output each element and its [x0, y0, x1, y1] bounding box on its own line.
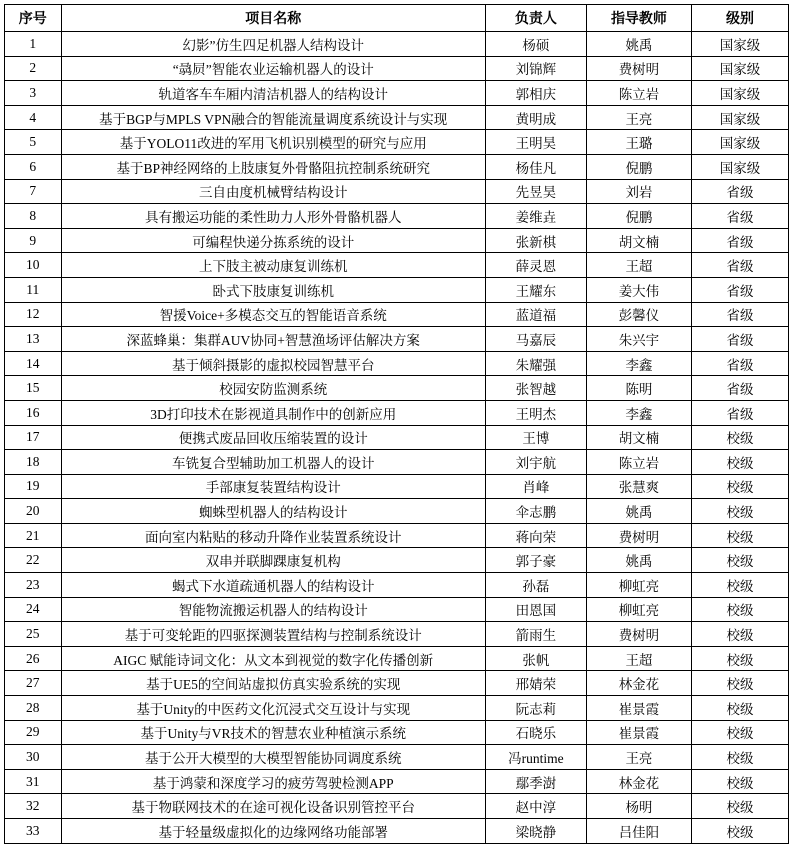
cell-index: 4: [5, 105, 62, 130]
table-row: [5, 302, 789, 327]
cell-level: 国家级: [691, 56, 788, 81]
cell-level: 省级: [691, 302, 788, 327]
table-row: [5, 400, 789, 425]
cell-project-name: 基于BP神经网络的上肢康复外骨骼阻抗控制系统研究: [61, 154, 485, 179]
cell-index: 15: [5, 376, 62, 401]
cell-project-name: 基于BGP与MPLS VPN融合的智能流量调度系统设计与实现: [61, 105, 485, 130]
cell-lead: 黄明成: [485, 105, 586, 130]
table-row: [5, 720, 789, 745]
cell-tutor: 王亮: [586, 105, 691, 130]
cell-project-name: 基于物联网技术的在途可视化设备识别管控平台: [61, 794, 485, 819]
column-header-index: 序号: [5, 5, 62, 32]
table-row: [5, 130, 789, 155]
table-row: [5, 154, 789, 179]
cell-project-name: 面向室内粘贴的移动升降作业装置系统设计: [61, 523, 485, 548]
table-row: [5, 671, 789, 696]
table-row: [5, 376, 789, 401]
cell-lead: 郭子豪: [485, 548, 586, 573]
table-row: [5, 597, 789, 622]
cell-tutor: 陈立岩: [586, 81, 691, 106]
cell-lead: 蒋向荣: [485, 523, 586, 548]
cell-tutor: 刘岩: [586, 179, 691, 204]
cell-index: 9: [5, 228, 62, 253]
table-row: [5, 794, 789, 819]
cell-level: 省级: [691, 351, 788, 376]
cell-tutor: 朱兴宇: [586, 327, 691, 352]
table-row: [5, 499, 789, 524]
table-row: [5, 745, 789, 770]
cell-index: 6: [5, 154, 62, 179]
cell-lead: 先昱昊: [485, 179, 586, 204]
cell-index: 31: [5, 769, 62, 794]
cell-level: 校级: [691, 474, 788, 499]
table-row: [5, 56, 789, 81]
table-body: [5, 32, 789, 844]
cell-index: 2: [5, 56, 62, 81]
cell-lead: 石晓乐: [485, 720, 586, 745]
table-row: [5, 548, 789, 573]
cell-index: 20: [5, 499, 62, 524]
table-row: [5, 696, 789, 721]
cell-tutor: 王超: [586, 646, 691, 671]
cell-index: 21: [5, 523, 62, 548]
table-row: [5, 277, 789, 302]
table-row: [5, 327, 789, 352]
cell-project-name: 基于轻量级虚拟化的边缘网络功能部署: [61, 819, 485, 844]
cell-index: 32: [5, 794, 62, 819]
table-row: [5, 450, 789, 475]
cell-level: 校级: [691, 671, 788, 696]
cell-lead: 张帆: [485, 646, 586, 671]
cell-tutor: 王亮: [586, 745, 691, 770]
cell-index: 14: [5, 351, 62, 376]
cell-level: 省级: [691, 376, 788, 401]
cell-index: 16: [5, 400, 62, 425]
table-row: [5, 646, 789, 671]
cell-tutor: 彭馨仪: [586, 302, 691, 327]
cell-level: 校级: [691, 450, 788, 475]
column-header-level: 级别: [691, 5, 788, 32]
table-row: [5, 204, 789, 229]
cell-project-name: 具有搬运功能的柔性助力人形外骨骼机器人: [61, 204, 485, 229]
cell-level: 校级: [691, 720, 788, 745]
cell-tutor: 费树明: [586, 523, 691, 548]
table-row: [5, 105, 789, 130]
cell-index: 19: [5, 474, 62, 499]
cell-level: 校级: [691, 548, 788, 573]
cell-index: 30: [5, 745, 62, 770]
cell-index: 10: [5, 253, 62, 278]
cell-lead: 邢婧荣: [485, 671, 586, 696]
cell-tutor: 姚禹: [586, 548, 691, 573]
cell-level: 国家级: [691, 154, 788, 179]
cell-lead: 姜维垚: [485, 204, 586, 229]
cell-level: 省级: [691, 277, 788, 302]
cell-level: 校级: [691, 745, 788, 770]
cell-level: 校级: [691, 622, 788, 647]
cell-tutor: 胡文楠: [586, 228, 691, 253]
cell-project-name: 三自由度机械臂结构设计: [61, 179, 485, 204]
cell-project-name: 轨道客车车厢内清洁机器人的结构设计: [61, 81, 485, 106]
cell-index: 29: [5, 720, 62, 745]
table-row: [5, 819, 789, 844]
cell-lead: 杨硕: [485, 32, 586, 57]
cell-level: 国家级: [691, 130, 788, 155]
cell-tutor: 林金花: [586, 671, 691, 696]
cell-level: 校级: [691, 499, 788, 524]
cell-tutor: 费树明: [586, 622, 691, 647]
column-header-name: 项目名称: [61, 5, 485, 32]
cell-tutor: 崔景霞: [586, 720, 691, 745]
cell-level: 省级: [691, 253, 788, 278]
cell-project-name: 基于Unity与VR技术的智慧农业种植演示系统: [61, 720, 485, 745]
cell-tutor: 吕佳阳: [586, 819, 691, 844]
cell-index: 12: [5, 302, 62, 327]
cell-project-name: 车铣复合型辅助加工机器人的设计: [61, 450, 485, 475]
table-row: [5, 425, 789, 450]
cell-project-name: 双串并联脚踝康复机构: [61, 548, 485, 573]
cell-project-name: 深蓝蜂巢：集群AUV协同+智慧渔场评估解决方案: [61, 327, 485, 352]
cell-index: 22: [5, 548, 62, 573]
cell-level: 校级: [691, 769, 788, 794]
column-header-lead: 负责人: [485, 5, 586, 32]
cell-lead: 朱耀强: [485, 351, 586, 376]
cell-tutor: 姜大伟: [586, 277, 691, 302]
table-header-row: [5, 5, 789, 32]
table-row: [5, 523, 789, 548]
cell-tutor: 杨明: [586, 794, 691, 819]
cell-lead: 张智越: [485, 376, 586, 401]
table-row: [5, 769, 789, 794]
cell-lead: 梁晓静: [485, 819, 586, 844]
cell-tutor: 王璐: [586, 130, 691, 155]
table-row: [5, 573, 789, 598]
cell-project-name: 可编程快递分拣系统的设计: [61, 228, 485, 253]
cell-level: 国家级: [691, 32, 788, 57]
cell-lead: 箭雨生: [485, 622, 586, 647]
cell-lead: 马嘉辰: [485, 327, 586, 352]
table-row: [5, 253, 789, 278]
cell-lead: 孙磊: [485, 573, 586, 598]
cell-project-name: 卧式下肢康复训练机: [61, 277, 485, 302]
cell-level: 校级: [691, 523, 788, 548]
cell-level: 校级: [691, 819, 788, 844]
cell-project-name: 智能物流搬运机器人的结构设计: [61, 597, 485, 622]
cell-project-name: 上下肢主被动康复训练机: [61, 253, 485, 278]
cell-tutor: 姚禹: [586, 32, 691, 57]
cell-tutor: 张慧爽: [586, 474, 691, 499]
cell-tutor: 林金花: [586, 769, 691, 794]
cell-level: 国家级: [691, 105, 788, 130]
cell-project-name: 3D打印技术在影视道具制作中的创新应用: [61, 400, 485, 425]
table-row: [5, 32, 789, 57]
table-row: [5, 351, 789, 376]
cell-lead: 王明杰: [485, 400, 586, 425]
cell-index: 18: [5, 450, 62, 475]
cell-index: 17: [5, 425, 62, 450]
cell-index: 26: [5, 646, 62, 671]
cell-project-name: 手部康复装置结构设计: [61, 474, 485, 499]
cell-level: 国家级: [691, 81, 788, 106]
cell-level: 校级: [691, 425, 788, 450]
cell-tutor: 柳虹亮: [586, 573, 691, 598]
column-header-tutor: 指导教师: [586, 5, 691, 32]
cell-tutor: 李鑫: [586, 400, 691, 425]
cell-project-name: 便携式废品回收压缩装置的设计: [61, 425, 485, 450]
cell-project-name: 校园安防监测系统: [61, 376, 485, 401]
table-header: [5, 5, 789, 32]
cell-tutor: 倪鹏: [586, 154, 691, 179]
cell-tutor: 崔景霞: [586, 696, 691, 721]
cell-project-name: 基于可变轮距的四驱探测装置结构与控制系统设计: [61, 622, 485, 647]
cell-tutor: 李鑫: [586, 351, 691, 376]
cell-lead: 田恩国: [485, 597, 586, 622]
cell-tutor: 陈立岩: [586, 450, 691, 475]
cell-lead: 王博: [485, 425, 586, 450]
cell-lead: 阮志莉: [485, 696, 586, 721]
cell-project-name: 基于Unity的中医药文化沉浸式交互设计与实现: [61, 696, 485, 721]
cell-level: 省级: [691, 400, 788, 425]
cell-lead: 刘锦辉: [485, 56, 586, 81]
table-row: [5, 474, 789, 499]
cell-project-name: AIGC 赋能诗词文化：从文本到视觉的数字化传播创新: [61, 646, 485, 671]
cell-index: 7: [5, 179, 62, 204]
cell-index: 24: [5, 597, 62, 622]
cell-lead: 王明昊: [485, 130, 586, 155]
cell-level: 校级: [691, 573, 788, 598]
cell-index: 11: [5, 277, 62, 302]
cell-level: 省级: [691, 179, 788, 204]
cell-lead: 伞志鹏: [485, 499, 586, 524]
cell-index: 5: [5, 130, 62, 155]
cell-tutor: 姚禹: [586, 499, 691, 524]
cell-lead: 郭相庆: [485, 81, 586, 106]
cell-tutor: 倪鹏: [586, 204, 691, 229]
cell-level: 省级: [691, 204, 788, 229]
cell-level: 省级: [691, 228, 788, 253]
project-table: [4, 4, 789, 844]
cell-lead: 肖峰: [485, 474, 586, 499]
cell-project-name: 智援Voice+多模态交互的智能语音系统: [61, 302, 485, 327]
cell-project-name: 基于公开大模型的大模型智能协同调度系统: [61, 745, 485, 770]
cell-lead: 蓝道福: [485, 302, 586, 327]
cell-tutor: 费树明: [586, 56, 691, 81]
table-row: [5, 622, 789, 647]
cell-lead: 刘宇航: [485, 450, 586, 475]
cell-level: 校级: [691, 597, 788, 622]
cell-lead: 杨佳凡: [485, 154, 586, 179]
cell-level: 校级: [691, 794, 788, 819]
cell-project-name: 基于UE5的空间站虚拟仿真实验系统的实现: [61, 671, 485, 696]
cell-project-name: 基于鸿蒙和深度学习的疲劳驾驶检测APP: [61, 769, 485, 794]
cell-index: 23: [5, 573, 62, 598]
cell-project-name: 基于倾斜摄影的虚拟校园智慧平台: [61, 351, 485, 376]
cell-index: 28: [5, 696, 62, 721]
cell-lead: 鄢季澍: [485, 769, 586, 794]
cell-tutor: 胡文楠: [586, 425, 691, 450]
cell-index: 33: [5, 819, 62, 844]
cell-index: 8: [5, 204, 62, 229]
cell-tutor: 王超: [586, 253, 691, 278]
cell-lead: 薛灵恩: [485, 253, 586, 278]
cell-level: 省级: [691, 327, 788, 352]
cell-index: 1: [5, 32, 62, 57]
cell-index: 3: [5, 81, 62, 106]
cell-level: 校级: [691, 696, 788, 721]
table-row: [5, 228, 789, 253]
table-row: [5, 81, 789, 106]
cell-project-name: 蜘蛛型机器人的结构设计: [61, 499, 485, 524]
cell-lead: 张新棋: [485, 228, 586, 253]
table-row: [5, 179, 789, 204]
cell-level: 校级: [691, 646, 788, 671]
cell-project-name: 幻影”仿生四足机器人结构设计: [61, 32, 485, 57]
cell-project-name: 蝎式下水道疏通机器人的结构设计: [61, 573, 485, 598]
cell-tutor: 陈明: [586, 376, 691, 401]
cell-index: 25: [5, 622, 62, 647]
cell-tutor: 柳虹亮: [586, 597, 691, 622]
cell-lead: 王耀东: [485, 277, 586, 302]
cell-lead: 赵中淳: [485, 794, 586, 819]
cell-index: 13: [5, 327, 62, 352]
cell-lead: 冯runtime: [485, 745, 586, 770]
cell-project-name: 基于YOLO11改进的军用飞机识别模型的研究与应用: [61, 130, 485, 155]
cell-project-name: “骉屃”智能农业运输机器人的设计: [61, 56, 485, 81]
cell-index: 27: [5, 671, 62, 696]
